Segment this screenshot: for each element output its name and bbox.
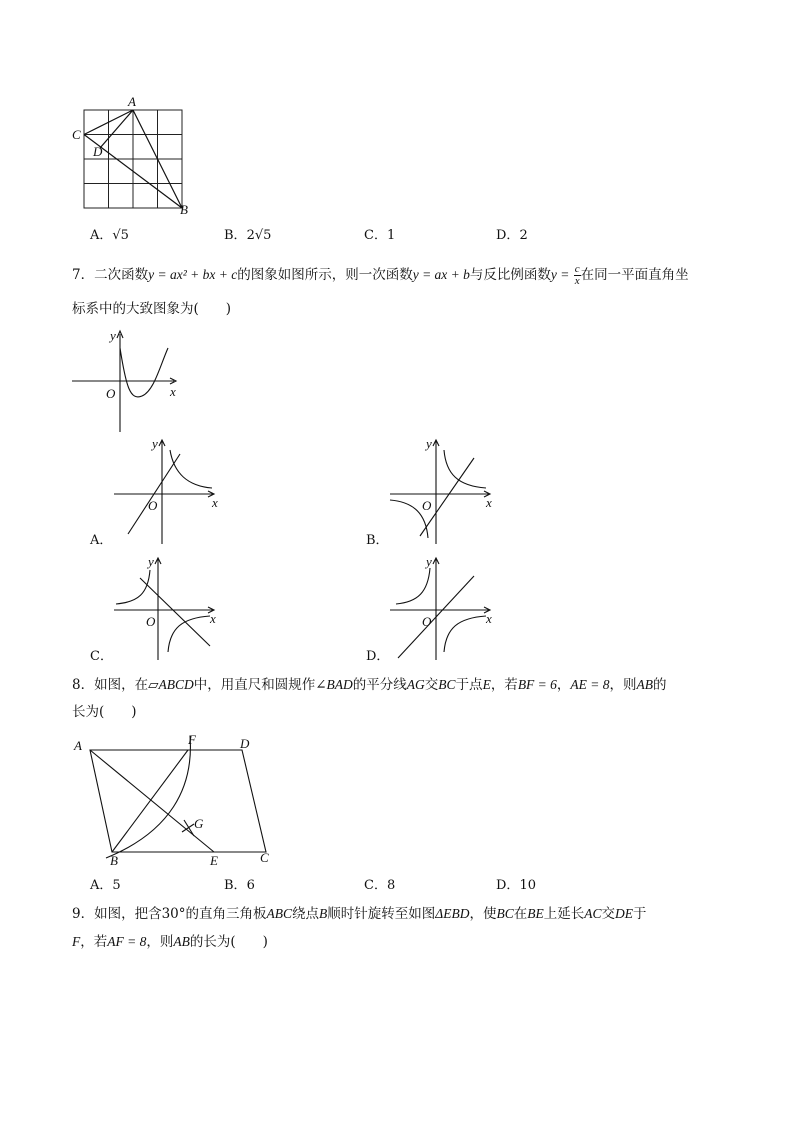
q9-line2: F，若AF = 8，则AB的长为( ) xyxy=(72,934,268,950)
q8-option-b: B．6 xyxy=(224,878,255,893)
label-a: A xyxy=(128,94,136,109)
q6-option-d: D．2 xyxy=(496,228,528,243)
q8-line1: 8．如图，在▱ABCD中，用直尺和圆规作∠BAD的平分线AG交BC于点E，若BF = 6，AE = 8，则AB的 xyxy=(72,677,667,693)
svg-text:y: y xyxy=(426,436,432,451)
svg-text:D: D xyxy=(240,736,250,751)
svg-text:O: O xyxy=(146,614,156,629)
linear-line xyxy=(420,458,474,536)
svg-text:y: y xyxy=(110,328,116,343)
svg-text:G: G xyxy=(194,816,204,831)
construction-arc xyxy=(106,736,190,858)
svg-text:E: E xyxy=(210,853,218,868)
svg-text:x: x xyxy=(170,384,176,399)
svg-text:x: x xyxy=(486,495,492,510)
q9-line1: 9．如图，把含30°的直角三角板ABC绕点B顺时针旋转至如图ΔEBD，使BC在BE上延长AC交DE于 xyxy=(72,906,647,922)
svg-text:O: O xyxy=(422,614,432,629)
svg-text:B: B xyxy=(110,853,118,868)
svg-text:C: C xyxy=(260,850,269,865)
label-d: D xyxy=(93,144,103,159)
svg-text:O: O xyxy=(148,498,158,513)
svg-text:x: x xyxy=(210,611,216,626)
q8-line2: 长为( ) xyxy=(72,704,137,720)
parallelogram-abcd xyxy=(90,750,266,852)
q8-option-a: A．5 xyxy=(90,878,121,893)
q7-option-c: C． xyxy=(90,649,113,664)
q7-option-d-graph xyxy=(386,552,504,664)
label-c: C xyxy=(72,127,81,142)
parabola-curve xyxy=(120,348,168,397)
q7-option-b: B． xyxy=(366,533,389,548)
svg-text:O: O xyxy=(106,386,116,401)
svg-text:A: A xyxy=(74,738,82,753)
svg-text:F: F xyxy=(188,732,196,747)
hyperbola-branch xyxy=(170,450,212,488)
q8-option-c: C．8 xyxy=(364,878,396,893)
q7-parabola-figure xyxy=(70,326,190,434)
q7-line2: 标系中的大致图象为( ) xyxy=(72,301,232,317)
q7-option-c-graph xyxy=(110,552,228,664)
hyperbola-branch-1 xyxy=(444,450,486,488)
svg-text:O: O xyxy=(422,498,432,513)
label-b: B xyxy=(180,202,188,217)
q7-line1: 7．二次函数y = ax² + bx + c的图象如图所示，则一次函数y = ax + b与反比例函数y = $\frac{c}{x}$ 在同一平面直角坐 xyxy=(72,263,689,287)
svg-text:y: y xyxy=(426,554,432,569)
q6-grid-figure xyxy=(70,92,200,222)
hyperbola-branch-1 xyxy=(116,570,150,604)
svg-text:y: y xyxy=(152,436,158,451)
q6-option-b: B．2√5 xyxy=(224,228,272,243)
q8-option-d: D．10 xyxy=(496,878,536,893)
segment-ad xyxy=(100,110,133,148)
svg-text:x: x xyxy=(212,495,218,510)
q8-parallelogram-figure xyxy=(70,728,290,868)
q7-option-d: D． xyxy=(366,649,390,664)
q6-option-c: C．1 xyxy=(364,228,396,243)
q7-option-a: A． xyxy=(90,533,113,548)
hyperbola-branch-2 xyxy=(168,616,210,652)
fraction-c-over-x: $\frac{c}{x}$ xyxy=(574,263,580,287)
q7-option-b-graph xyxy=(386,434,504,546)
q6-option-a: A．√5 xyxy=(90,228,129,243)
svg-text:y: y xyxy=(148,554,154,569)
hyperbola-branch-2 xyxy=(444,616,486,652)
q7-option-a-graph xyxy=(110,434,228,546)
linear-line xyxy=(140,578,210,646)
svg-text:x: x xyxy=(486,611,492,626)
hyperbola-branch-1 xyxy=(396,568,430,604)
